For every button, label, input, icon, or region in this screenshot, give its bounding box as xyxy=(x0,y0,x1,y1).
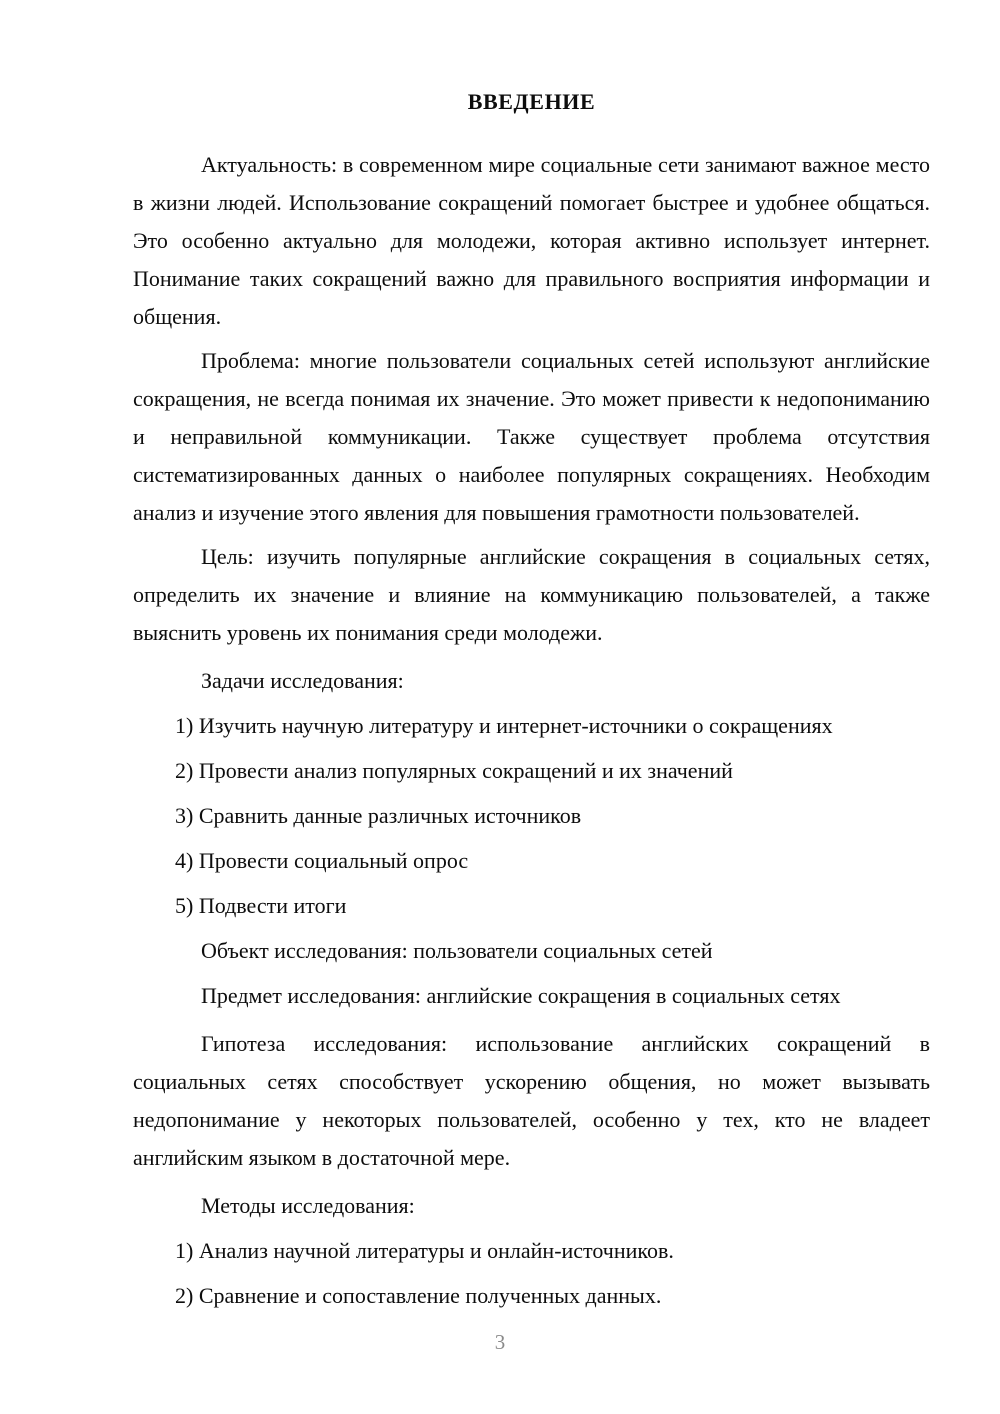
spacer xyxy=(133,1018,930,1025)
list-item: 1) Анализ научной литературы и онлайн-источников. xyxy=(175,1237,674,1263)
list-item: 3) Сравнить данные различных источников xyxy=(175,802,582,828)
paragraph-problem: Проблема: многие пользователи социальных сетей используют английские сокращения, не всегда понимая их значение. Это может привести к недопониманию и неправильной коммуникации. Также существует проблема отсутствия систематизированных данных о наиболее популярных сокращениях. Необходим анализ и изучение этого явления для повышения грамотности пользователей. xyxy=(133,347,930,525)
list-item: 2) Провести анализ популярных сокращений и их значений xyxy=(175,757,733,783)
list-item: 2) Сравнение и сопоставление полученных данных. xyxy=(175,1282,662,1308)
list-item: 5) Подвести итоги xyxy=(175,892,347,918)
page-title: ВВЕДЕНИЕ xyxy=(467,89,596,114)
line-object-of-research: Объект исследования: пользователи социальных сетей xyxy=(201,937,713,963)
paragraph-goal: Цель: изучить популярные английские сокращения в социальных сетях, определить их значение и влияние на коммуникацию пользователей, а также выяснить уровень их понимания среди молодежи. xyxy=(133,543,930,645)
page-content xyxy=(133,88,930,1318)
list-item: 1) Изучить научную литературу и интернет-источники о сокращениях xyxy=(175,712,833,738)
heading-tasks: Задачи исследования: xyxy=(201,667,404,693)
line-subject-of-research: Предмет исследования: английские сокращения в социальных сетях xyxy=(201,982,841,1008)
heading-methods: Методы исследования: xyxy=(201,1192,415,1218)
list-item: 4) Провести социальный опрос xyxy=(175,847,469,873)
page-number-footer: 3 xyxy=(494,1330,506,1354)
paragraph-hypothesis: Гипотеза исследования: использование английских сокращений в социальных сетях способствует ускорению общения, но может вызывать недопонимание у некоторых пользователей, особенно у тех, кто не владеет английским языком в достаточной мере. xyxy=(133,1030,930,1170)
paragraph-relevance: Актуальность: в современном мире социальные сети занимают важное место в жизни людей. Использование сокращений помогает быстрее и удобнее общаться. Это особенно актуально для молодежи, которая активно использует интернет. Понимание таких сокращений важно для правильного восприятия информации и общения. xyxy=(133,151,930,329)
